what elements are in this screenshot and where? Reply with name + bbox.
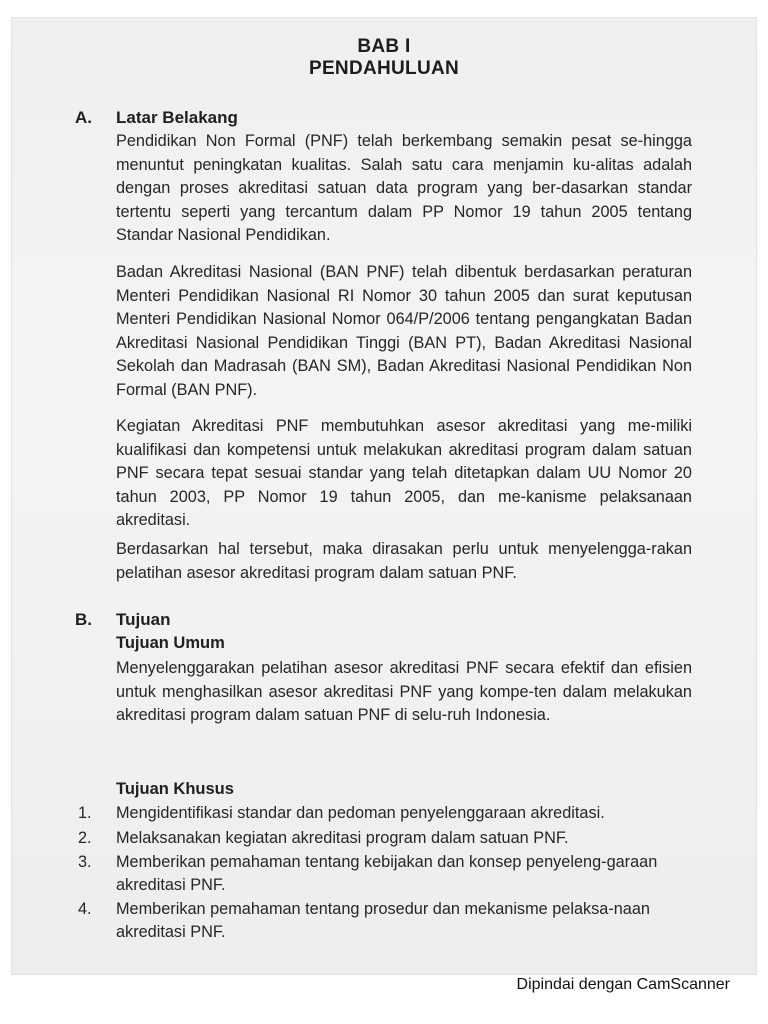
list-item [78,827,698,850]
section-a-paragraph-4: Berdasarkan hal tersebut, maka dirasakan perlu untuk menyelengga-rakan pelatihan asesor akreditasi program dalam satuan PNF. [116,540,692,582]
section-a-title: Latar Belakang [116,108,238,127]
list-item-number: 2. [78,828,92,847]
list-item-text: Memberikan pemahaman tentang kebijakan dan konsep penyeleng-garaan akreditasi PNF. [116,853,658,894]
list-item [78,802,698,825]
tujuan-khusus-list [78,802,698,945]
section-b-letter: B. [75,610,92,629]
tujuan-khusus-title: Tujuan Khusus [116,780,234,798]
list-item-text: Melaksanakan kegiatan akreditasi program dalam satuan PNF. [116,828,569,847]
list-item-number: 1. [78,804,92,822]
list-item [78,851,698,896]
list-item-number: 3. [78,853,92,871]
list-item-text: Mengidentifikasi standar dan pedoman penyelenggaraan akreditasi. [116,804,605,822]
section-a-paragraph-1: Pendidikan Non Formal (PNF) telah berkembang semakin pesat se-hingga menuntut peningkatan kualitas. Salah satu cara menjamin ku-alitas adalah dengan proses akreditasi satuan data program yang ber-dasarkan standar tertentu seperti yang tercantum dalam PP Nomor 19 tahun 2005 tentang Standar Nasional Pendidikan. [116,132,692,244]
camscanner-watermark: Dipindai dengan CamScanner [516,976,730,993]
scanned-page [12,18,756,974]
tujuan-umum-title: Tujuan Umum [116,634,225,652]
section-b-title: Tujuan [116,610,171,629]
list-item-number: 4. [78,900,92,918]
list-item [78,898,698,943]
section-a-letter: A. [75,108,92,127]
tujuan-umum-text: Menyelenggarakan pelatihan asesor akreditasi PNF secara efektif dan efisien untuk menghasilkan asesor akreditasi PNF yang kompe-ten dalam melakukan akreditasi program dalam satuan PNF di selu-ruh Indonesia. [116,659,692,724]
section-a-paragraph-2: Badan Akreditasi Nasional (BAN PNF) telah dibentuk berdasarkan peraturan Menteri Pendidikan Nasional RI Nomor 30 tahun 2005 dan surat keputusan Menteri Pendidikan Nasional Nomor 064/P/2006 tentang pengangkatan Badan Akreditasi Nasional Pendidikan Tinggi (BAN PT), Badan Akreditasi Nasional Sekolah dan Madrasah (BAN SM), Badan Akreditasi Nasional Pendidikan Non Formal (BAN PNF). [116,263,692,399]
page-content [12,18,756,974]
list-item-text: Memberikan pemahaman tentang prosedur dan mekanisme pelaksa-naan akreditasi PNF. [116,900,650,941]
section-a-paragraph-3: Kegiatan Akreditasi PNF membutuhkan asesor akreditasi yang me-miliki kualifikasi dan kompetensi untuk melakukan akreditasi program dalam satuan PNF secara tepat sesuai standar yang telah ditetapkan dalam UU Nomor 20 tahun 2003, PP Nomor 19 tahun 2005, dan me-kanisme pelaksanaan akreditasi. [116,417,692,529]
chapter-title: PENDAHULUAN [308,58,460,79]
chapter-number: BAB I [357,36,411,57]
